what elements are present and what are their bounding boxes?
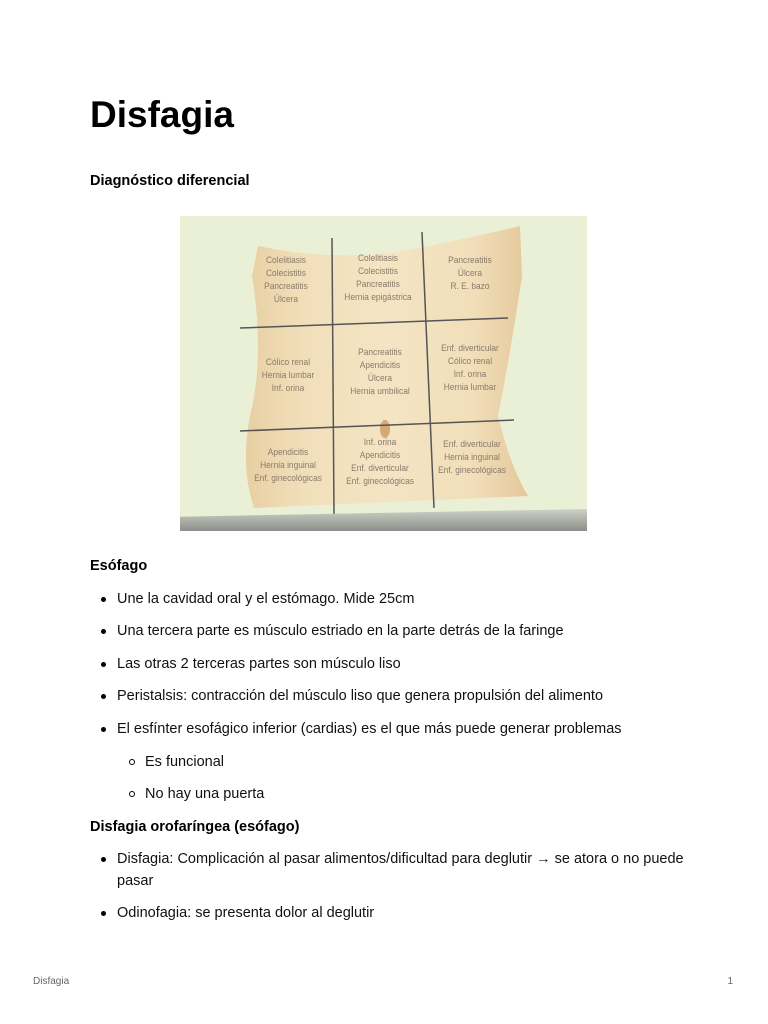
section-heading-esofago: Esófago bbox=[90, 558, 148, 574]
quadrant-right-lumbar bbox=[244, 356, 332, 395]
quadrant-lower-right bbox=[244, 446, 332, 485]
list-item: Una tercera parte es músculo estriado en la parte detrás de la faringe bbox=[90, 620, 690, 642]
list-item: Las otras 2 terceras partes son músculo liso bbox=[90, 653, 690, 675]
quadrant-label: Apendicitis bbox=[359, 360, 401, 371]
quadrant-label: Úlcera bbox=[367, 373, 393, 384]
footer-document-title: Disfagia bbox=[33, 976, 70, 987]
quadrant-lower-left bbox=[428, 438, 516, 477]
quadrant-label: Enf. diverticular bbox=[351, 463, 409, 474]
disfagia-list bbox=[90, 848, 690, 924]
quadrant-label: Enf. diverticular bbox=[441, 343, 499, 354]
sub-list-item: Es funcional bbox=[90, 751, 690, 773]
quadrant-label: Úlcera bbox=[457, 268, 483, 279]
section-heading-diagnostico: Diagnóstico diferencial bbox=[90, 173, 250, 189]
quadrant-label: Apendicitis bbox=[359, 450, 401, 461]
list-item: El esfínter esofágico inferior (cardias) es el que más puede generar problemas bbox=[90, 718, 690, 740]
section-heading-disfagia-orofaringea: Disfagia orofaríngea (esófago) bbox=[90, 819, 300, 835]
quadrant-label: Inf. orina bbox=[363, 437, 397, 448]
quadrant-label: Colecistitis bbox=[266, 268, 306, 279]
page-title: Disfagia bbox=[90, 94, 234, 135]
quadrant-label: Hernia inguinal bbox=[260, 460, 316, 471]
quadrant-label: R. E. bazo bbox=[450, 281, 490, 292]
list-item: Odinofagia: se presenta dolor al deglutir bbox=[90, 902, 690, 924]
quadrant-label: Hernia umbilical bbox=[350, 386, 410, 397]
quadrant-label: Enf. ginecológicas bbox=[346, 476, 414, 487]
quadrant-label: Hernia lumbar bbox=[261, 370, 315, 381]
footer-page-number: 1 bbox=[727, 976, 733, 987]
quadrant-hypogastric bbox=[336, 436, 424, 488]
sub-list-item: No hay una puerta bbox=[90, 783, 690, 805]
abdomen-quadrants-image bbox=[180, 216, 587, 531]
quadrant-label: Cólico renal bbox=[447, 356, 493, 367]
quadrant-label: Enf. diverticular bbox=[443, 439, 501, 450]
list-item: Peristalsis: contracción del músculo liso que genera propulsión del alimento bbox=[90, 685, 690, 707]
quadrant-upper-left bbox=[426, 254, 514, 293]
quadrant-label: Inf. orina bbox=[453, 369, 487, 380]
quadrant-label: Cólico renal bbox=[265, 357, 311, 368]
quadrant-label: Inf. orina bbox=[271, 383, 305, 394]
quadrant-upper-right bbox=[242, 254, 330, 306]
quadrant-label: Hernia inguinal bbox=[444, 452, 500, 463]
quadrant-umbilical bbox=[336, 346, 424, 398]
quadrant-label: Hernia lumbar bbox=[443, 382, 497, 393]
quadrant-label: Enf. ginecológicas bbox=[438, 465, 506, 476]
list-item: Une la cavidad oral y el estómago. Mide 25cm bbox=[90, 588, 690, 610]
quadrant-label: Úlcera bbox=[273, 294, 299, 305]
quadrant-label: Apendicitis bbox=[267, 447, 309, 458]
quadrant-label: Colelitiasis bbox=[266, 255, 306, 266]
quadrant-label: Pancreatitis bbox=[264, 281, 308, 292]
quadrant-label: Pancreatitis bbox=[356, 279, 400, 290]
quadrant-epigastric bbox=[334, 252, 422, 304]
list-item: Disfagia: Complicación al pasar alimentos/dificultad para deglutir → se atora o no puede pasar bbox=[90, 848, 690, 892]
esofago-list bbox=[90, 588, 690, 805]
quadrant-left-lumbar bbox=[426, 342, 514, 394]
quadrant-label: Hernia epigástrica bbox=[344, 292, 412, 303]
quadrant-label: Pancreatitis bbox=[448, 255, 492, 266]
quadrant-label: Colecistitis bbox=[358, 266, 398, 277]
quadrant-label: Colelitiasis bbox=[358, 253, 398, 264]
quadrant-label: Pancreatitis bbox=[358, 347, 402, 358]
quadrant-label: Enf. ginecológicas bbox=[254, 473, 322, 484]
